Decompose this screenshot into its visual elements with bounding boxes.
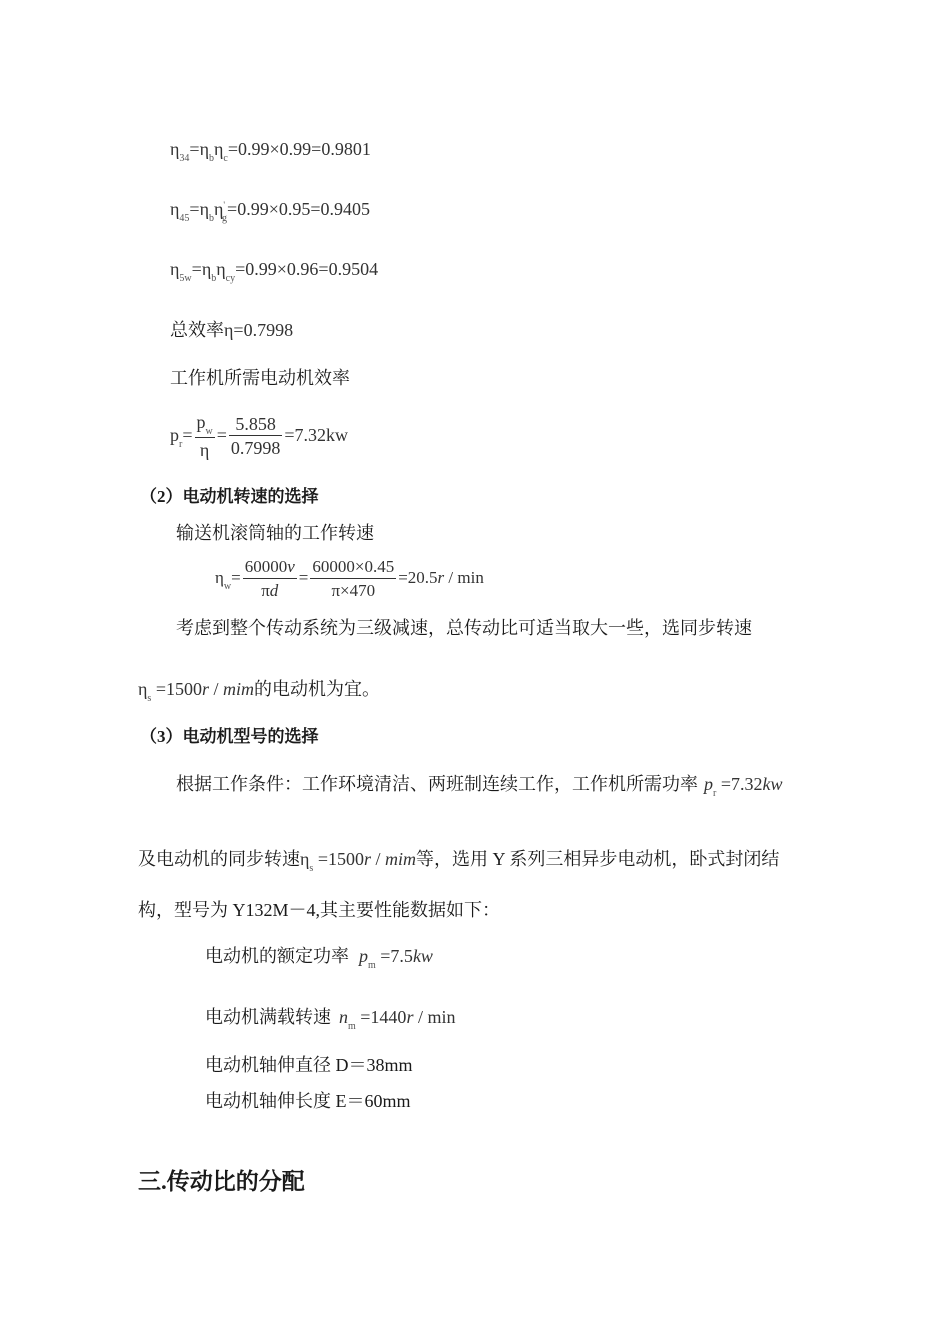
- rated-power: 电动机的额定功率 $p_m =7.5kw$: [205, 946, 433, 971]
- total-efficiency: 总效率η=0.7998: [170, 320, 294, 340]
- sync-speed-line: $\eta_s =1500r$ / mim的电动机为宜。: [138, 679, 381, 704]
- pr-fraction-1: $\frac{p_w}{\eta}$: [196, 412, 213, 461]
- paragraph-model: 构，型号为 Y132M－4,其主要性能数据如下：: [138, 900, 501, 920]
- nw-fraction-2: $\frac{60000\times 0.45}{\pi\times 470}$: [312, 556, 395, 600]
- eta34-equation: $\eta_{34}=\eta_b\eta_c=0.99\times 0.99=0.9801$: [170, 139, 371, 164]
- eta45-equation: $\eta_{45}=\eta_b\eta'_g=0.99\times 0.95=0.9405$: [170, 199, 371, 224]
- shaft-length: 电动机轴伸长度 E＝60mm: [205, 1091, 411, 1111]
- motor-efficiency-heading: 工作机所需电动机效率: [170, 368, 350, 388]
- section-title-transmission-ratio: 三.传动比的分配: [138, 1169, 305, 1194]
- paragraph-conditions: 根据工作条件：工作环境清洁、两班制连续工作，工作机所需功率 $p_r =7.32kw$: [176, 774, 783, 799]
- section2-title: （2）电动机转速的选择: [140, 487, 319, 506]
- pr-formula: $p_r=$ $\frac{p_w}{\eta}$ = $\frac{5.858}{0.7998}$ =7.32kw: [170, 412, 349, 461]
- nw-formula: $\eta_w=$ $\frac{60000v}{\pi d}$ = $\frac{60000\times 0.45}{\pi\times 470}$ =20.5r / min: [215, 554, 484, 605]
- section3-title: （3）电动机型号的选择: [140, 727, 319, 746]
- nw-fraction-1: $\frac{60000v}{\pi d}$: [244, 556, 295, 600]
- pr-fraction-2: $\frac{5.858}{0.7998}$: [230, 414, 281, 459]
- shaft-diameter: 电动机轴伸直径 D＝38mm: [205, 1055, 413, 1075]
- paragraph-reduction: 考虑到整个传动系统为三级减速，总传动比可适当取大一些，选同步转速: [176, 618, 752, 638]
- paragraph-sync-speed: 及电动机的同步转速$\eta_s =1500r$ / mim等，选用 Y 系列三相异步电动机，卧式封闭结: [138, 849, 780, 874]
- eta5w-equation: $\eta_{5w}=\eta_b\eta_{cy}=0.99\times 0.96=0.9504$: [170, 259, 379, 284]
- full-load-speed: 电动机满载转速 $n_m =1440r / \min$: [205, 1007, 456, 1032]
- drum-speed-heading: 输送机滚筒轴的工作转速: [176, 523, 374, 543]
